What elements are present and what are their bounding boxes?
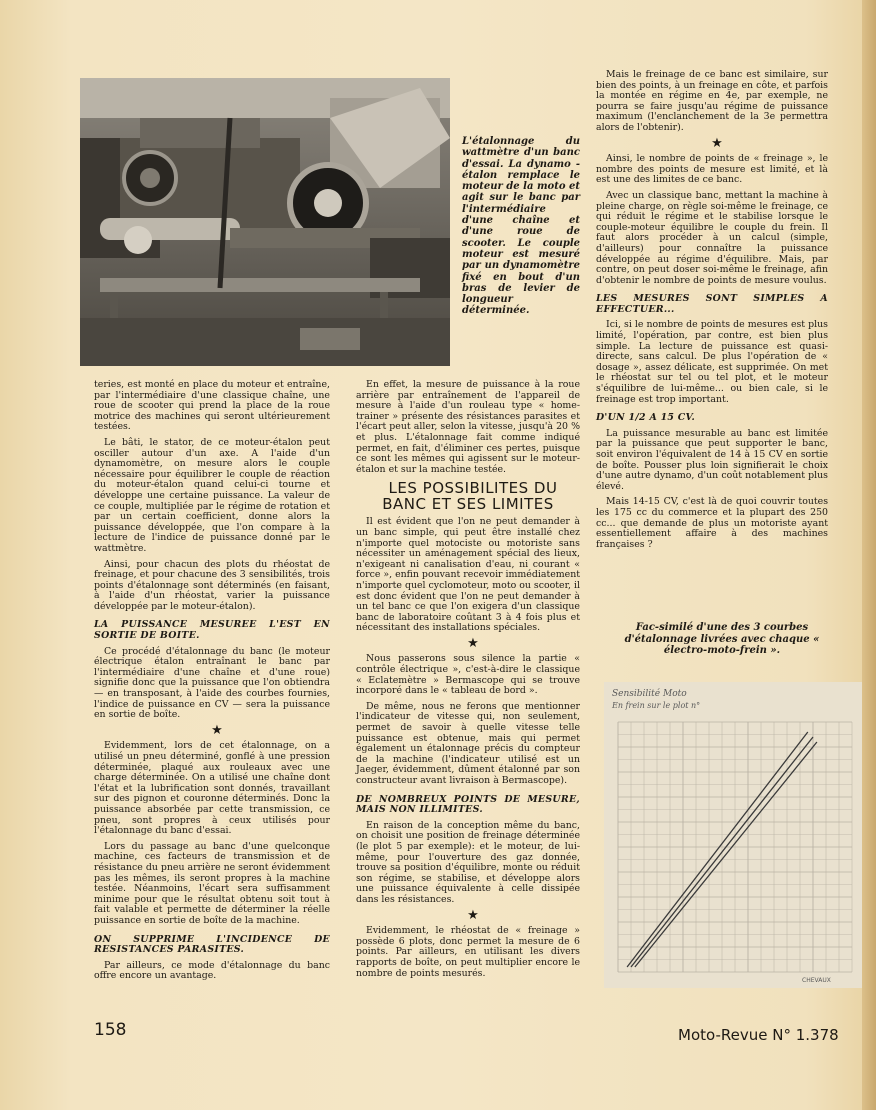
left-paragraph: Ce procédé d'étalonnage du banc (le moteur électrique étalon entraînant le banc par l'intermédiaire d'une chaîne et d'une roue) signifie donc que la puissance que l'on obtiendra — en transposant, à l'aide des courbes fournies, l'indice de puissance en CV — sera la puissance en sortie de boîte.	[94, 645, 330, 721]
chart-series-line-1	[627, 732, 808, 967]
magazine-issue: Moto-Revue N° 1.378	[678, 1026, 839, 1044]
bench-photo-image	[80, 78, 450, 366]
page-number: 158	[94, 1020, 127, 1040]
middle-paragraph: De même, nous ne ferons que mentionner l'indicateur de vitesse qui, non seulement, permet de savoir à quelle vitesse telle puissance est obtenue, mais qui permet également un étalonnage précis du compteur de la machine (l'indicateur utilisé est un Jaeger, évidemment, dûment étalonné par son constructeur avant livraison à Bermascope).	[356, 700, 580, 786]
chart-subtitle: En frein sur le plot n°	[612, 701, 701, 710]
chart-title: Sensibilité Moto	[612, 689, 687, 699]
left-paragraph: Lors du passage au banc d'une quelconque machine, ces facteurs de transmission et de résistance du pneu arrière ne seront évidemment pas les mêmes, ils seront propres à la machine testée. Néanmoins, l'écart sera suffisamment minime pour que le résultat obtenu soit tout à fait valable et permette de déterminer la réelle puissance en sortie de boîte de la machine.	[94, 840, 330, 926]
left-paragraph: Ainsi, pour chacun des plots du rhéostat de freinage, et pour chacune des 3 sensibilités, trois points d'étalonnage sont déterminés (en faisant, à l'aide d'un rhéostat, varier la puissance développée par le moteur-étalon).	[94, 558, 330, 612]
right-paragraph: La puissance mesurable au banc est limitée par la puissance que peut supporter le banc, soit environ l'équivalent de 14 à 15 CV en sortie de boîte. Pousser plus loin signifierait le choix d'une autre dynamo, d'un coût notablement plus élevé.	[596, 427, 828, 492]
star-separator: ★	[711, 135, 723, 151]
left-column	[94, 380, 330, 987]
chart-x-axis-label: CHEVAUX	[802, 977, 831, 984]
middle-paragraph: Evidemment, le rhéostat de « freinage » possède 6 plots, donc permet la mesure de 6 points. Par ailleurs, en utilisant les divers rapports de boîte, on peut multiplier encore le nombre de points mesurés.	[356, 925, 580, 979]
left-paragraph: Par ailleurs, ce mode d'étalonnage du banc offre encore un avantage.	[94, 959, 330, 982]
calibration-chart	[604, 682, 862, 988]
middle-subheading: DE NOMBREUX POINTS DE MESURE, MAIS NON ILLIMITES.	[356, 793, 580, 816]
right-paragraph: Ici, si le nombre de points de mesures est plus limité, l'opération, par contre, est bien plus simple. La lecture de puissance est quasi-directe, sans calcul. De plus l'opération de « dosage », assez délicate, est supprimée. On met le rhéostat sur tel ou tel plot, et le moteur s'équilibre de lui-même... ou bien cale, si le freinage est trop important.	[596, 319, 828, 405]
page-spine	[862, 0, 876, 1110]
section-title: LES POSSIBILITES DU BANC ET SES LIMITES	[382, 479, 558, 514]
bench-photo	[80, 78, 450, 366]
middle-paragraph: En raison de la conception même du banc, on choisit une position de freinage déterminée (le plot 5 par exemple): et le moteur, de lui-même, pour l'ouverture des gaz donnée, trouve sa position d'équilibre, monte ou réduit son régime, se stabilise, et développe alors une puissance équivalente à celle dissipée dans les résistances.	[356, 819, 580, 905]
star-separator: ★	[211, 722, 223, 738]
left-paragraph: Le bâti, le stator, de ce moteur-étalon peut osciller autour d'un axe. A l'aide d'un dynamomètre, on mesure alors le couple nécessaire pour équilibrer le couple de réaction du moteur-étalon quand celui-ci tourne et développe une certaine puissance. La valeur de ce couple, multipliée par le régime de rotation et par un certain coefficient, donne alors la puissance développée, que l'on compare à la lecture de l'indice de puissance donné par le wattmètre.	[94, 436, 330, 554]
star-separator: ★	[467, 907, 479, 923]
left-subheading: ON SUPPRIME L'INCIDENCE DE RESISTANCES PARASITES.	[94, 933, 330, 956]
right-subheading: LES MESURES SONT SIMPLES A EFFECTUER...	[596, 293, 828, 315]
calibration-chart-svg	[604, 682, 862, 988]
left-subheading: LA PUISSANCE MESUREE L'EST EN SORTIE DE BOITE.	[94, 619, 330, 642]
right-subheading: D'UN 1/2 A 15 CV.	[596, 412, 696, 424]
left-paragraph: teries, est monté en place du moteur et entraîne, par l'intermédiaire d'une classique chaîne, une roue de scooter qui prend la place de la roue motrice des machines qui seront ultérieurement testées.	[94, 379, 330, 433]
middle-paragraph: Nous passerons sous silence la partie « contrôle électrique », c'est-à-dire le classique « Eclatemètre » Bermascope qui se trouve incorporé dans le « tableau de bord ».	[356, 653, 580, 697]
left-paragraph: Evidemment, lors de cet étalonnage, on a utilisé un pneu déterminé, gonflé à une pression déterminée, plaqué aux rouleaux avec une charge déterminée. On a utilisé une chaîne dont l'état et la lubrification sont donnés, travaillant sur des pignon et couronne déterminés. Donc la puissance absorbée par cette transmission, ce pneu, sont propres à ceux utilisés pour l'étalonnage du banc d'essai.	[94, 740, 330, 837]
middle-paragraph: Il est évident que l'on ne peut demander à un banc simple, qui peut être installé chez n'importe quel motociste ou motoriste sans nécessiter un aménagement spécial des lieux, n'exigeant ni canalisation d'eau, ni courant « force », enfin pouvant recevoir immédiatement n'importe quel cyclomoteur, moto ou scooter, il est donc évident que l'on ne peut demander à un tel banc ce que l'on exigera d'un classique banc de laboratoire coûtant 3 à 4 fois plus et nécessitant des installations spéciales.	[356, 516, 580, 634]
middle-column	[356, 380, 580, 984]
chart-series-line-3	[635, 742, 817, 967]
right-paragraph: Mais 14-15 CV, c'est là de quoi couvrir toutes les 175 cc du commerce et la plupart des 250 cc... que demande de plus un motoriste ayant essentiellement affaire à des machines françaises ?	[596, 496, 828, 550]
photo-caption: L'étalonnage du wattmètre d'un banc d'essai. La dynamo - étalon remplace le moteur de la moto et agit sur le banc par l'intermédiaire d'une chaîne et d'une roue de scooter. Le couple moteur est mesuré par un dynamomètre fixé en bout d'un bras de levier de longueur déterminée.	[462, 136, 580, 317]
right-paragraph: Ainsi, le nombre de points de « freinage », le nombre des points de mesure est limité, et là est une des limites de ce banc.	[596, 153, 828, 186]
star-separator: ★	[467, 635, 479, 651]
right-paragraph: Mais le freinage de ce banc est similaire, sur bien des points, à un freinage en côte, et parfois la montée en régime en 4e, par exemple, ne pourra se faire jusqu'au régime de puissance maximum (l'enclanchement de la 3e permettra alors de l'obtenir).	[596, 69, 828, 133]
middle-paragraph: En effet, la mesure de puissance à la roue arrière par entraînement de l'appareil de mesure à l'aide d'un rouleau type « home-trainer » présente des résistances parasites et l'écart peut aller, selon la vitesse, jusqu'à 20 % et plus. L'étalonnage fait comme indiqué permet, en fait, d'éliminer ces pertes, puisque ce sont les mêmes qui agissent sur le moteur-étalon et sur la machine testée.	[356, 379, 580, 475]
right-column	[596, 70, 828, 555]
chart-caption: Fac-similé d'une des 3 courbes d'étalonnage livrées avec chaque « électro-moto-frein ».	[624, 622, 820, 656]
chart-grid	[618, 722, 852, 972]
right-paragraph: Avec un classique banc, mettant la machine à pleine charge, on règle soi-même le freinage, ce qui réduit le régime et le stabilise lorsque le couple-moteur équilibre le couple du frein. Il faut alors procéder à un calcul (simple, d'ailleurs) pour connaître la puissance développée au régime d'équilibre. Mais, par contre, on peut doser soi-même le freinage, afin d'obtenir le nombre de points de mesure voulus.	[596, 189, 828, 286]
